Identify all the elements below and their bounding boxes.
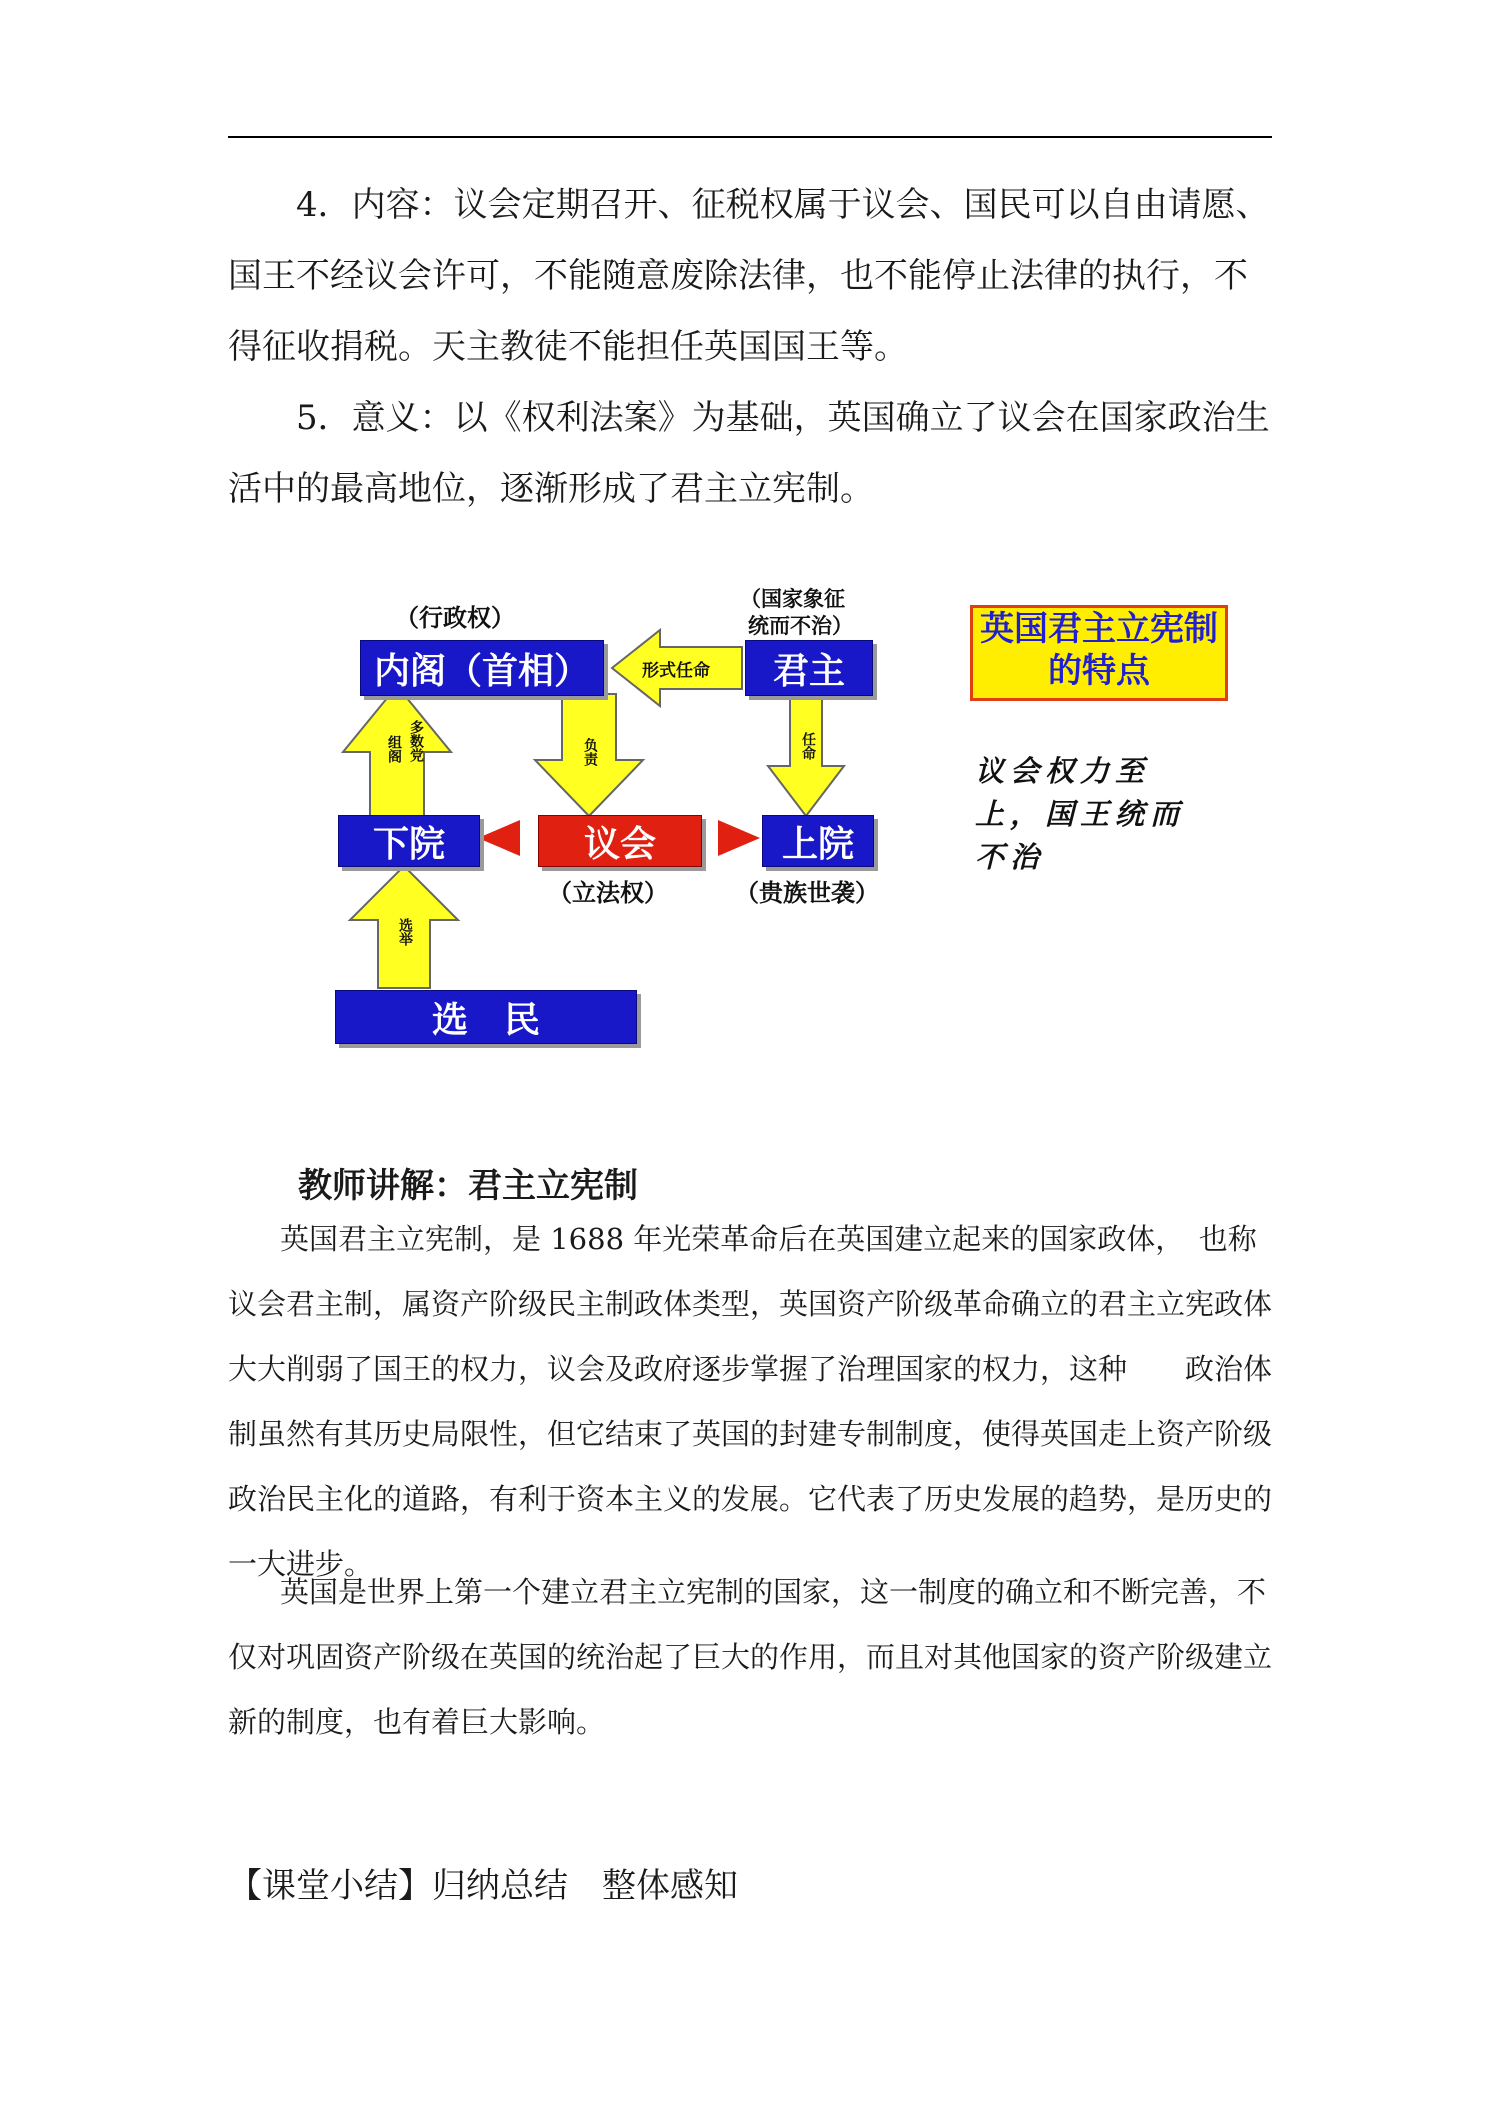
voters-box: 选 民 (335, 990, 637, 1044)
monarch-box: 君主 (745, 640, 873, 696)
teacher-heading: 教师讲解：君主立宪制 (298, 1166, 638, 1206)
feature-note: 议会权力至上，国王统而不治 (975, 754, 1186, 874)
arrow-label-elect: 选举 (397, 918, 413, 946)
arrow-parliament-lower (478, 820, 520, 856)
parliament-box: 议会 (538, 815, 702, 867)
teacher-paragraph-2: 英国是世界上第一个建立君主立宪制的国家，这一制度的确立和不断完善，不仅对巩固资产阶级在英国的统治起了巨大的作用，而且对其他国家的资产阶级建立新的制度，也有着巨大影响。 (228, 1575, 1273, 1739)
teacher-paragraph-1: 英国君主立宪制，是 1688 年光荣革命后在英国建立起来的国家政体， 也称议会君主制，属资产阶级民主制政体类型，英国资产阶级革命确立的君主立宪政体大大削弱了国王的权力，议会及政府逐步掌握了治理国家的权力，这种 政治体制虽然有其历史局限性，但它结束了英国的封建专制制度，使得英国走上资产阶级政治民主化的道路，有利于资本主义的发展。它代表了历史发展的趋势，是历史的一大进步。 (228, 1222, 1273, 1581)
arrow-label-majority: 多数党 (408, 720, 424, 762)
section-4-content: 4．内容：议会定期召开、征税权属于议会、国民可以自由请愿、国王不经议会许可，不能随意废除法律，也不能停止法律的执行，不得征收捐税。天主教徒不能担任英国国王等。 (228, 185, 1270, 367)
arrow-parliament-upper (718, 820, 760, 856)
lower-house-box: 下院 (338, 815, 480, 867)
cabinet-box: 内阁（首相） (360, 640, 604, 696)
upper-house-box: 上院 (762, 815, 874, 867)
nobility-label: （贵族世袭） (735, 879, 879, 907)
lesson-summary-text: 【课堂小结】归纳总结 整体感知 (228, 1866, 738, 1906)
arrow-label-organize: 组阁 (386, 735, 402, 763)
feature-title-box: 英国君主立宪制的特点 (970, 605, 1228, 701)
section-5-significance: 5．意义：以《权利法案》为基础，英国确立了议会在国家政治生活中的最高地位，逐渐形成了君主立宪制。 (228, 398, 1270, 509)
exec-power-label: （行政权） (395, 604, 515, 632)
lesson-summary (228, 1858, 738, 1907)
arrow-label-appoint: 任命 (800, 732, 816, 760)
legislative-power-label: （立法权） (548, 879, 668, 907)
national-symbol-label-2: 统而不治） (748, 614, 853, 638)
formal-appointment-label: 形式任命 (642, 661, 710, 681)
national-symbol-label-1: （国家象征 (740, 587, 845, 611)
arrow-label-responsible: 负责 (582, 738, 598, 766)
